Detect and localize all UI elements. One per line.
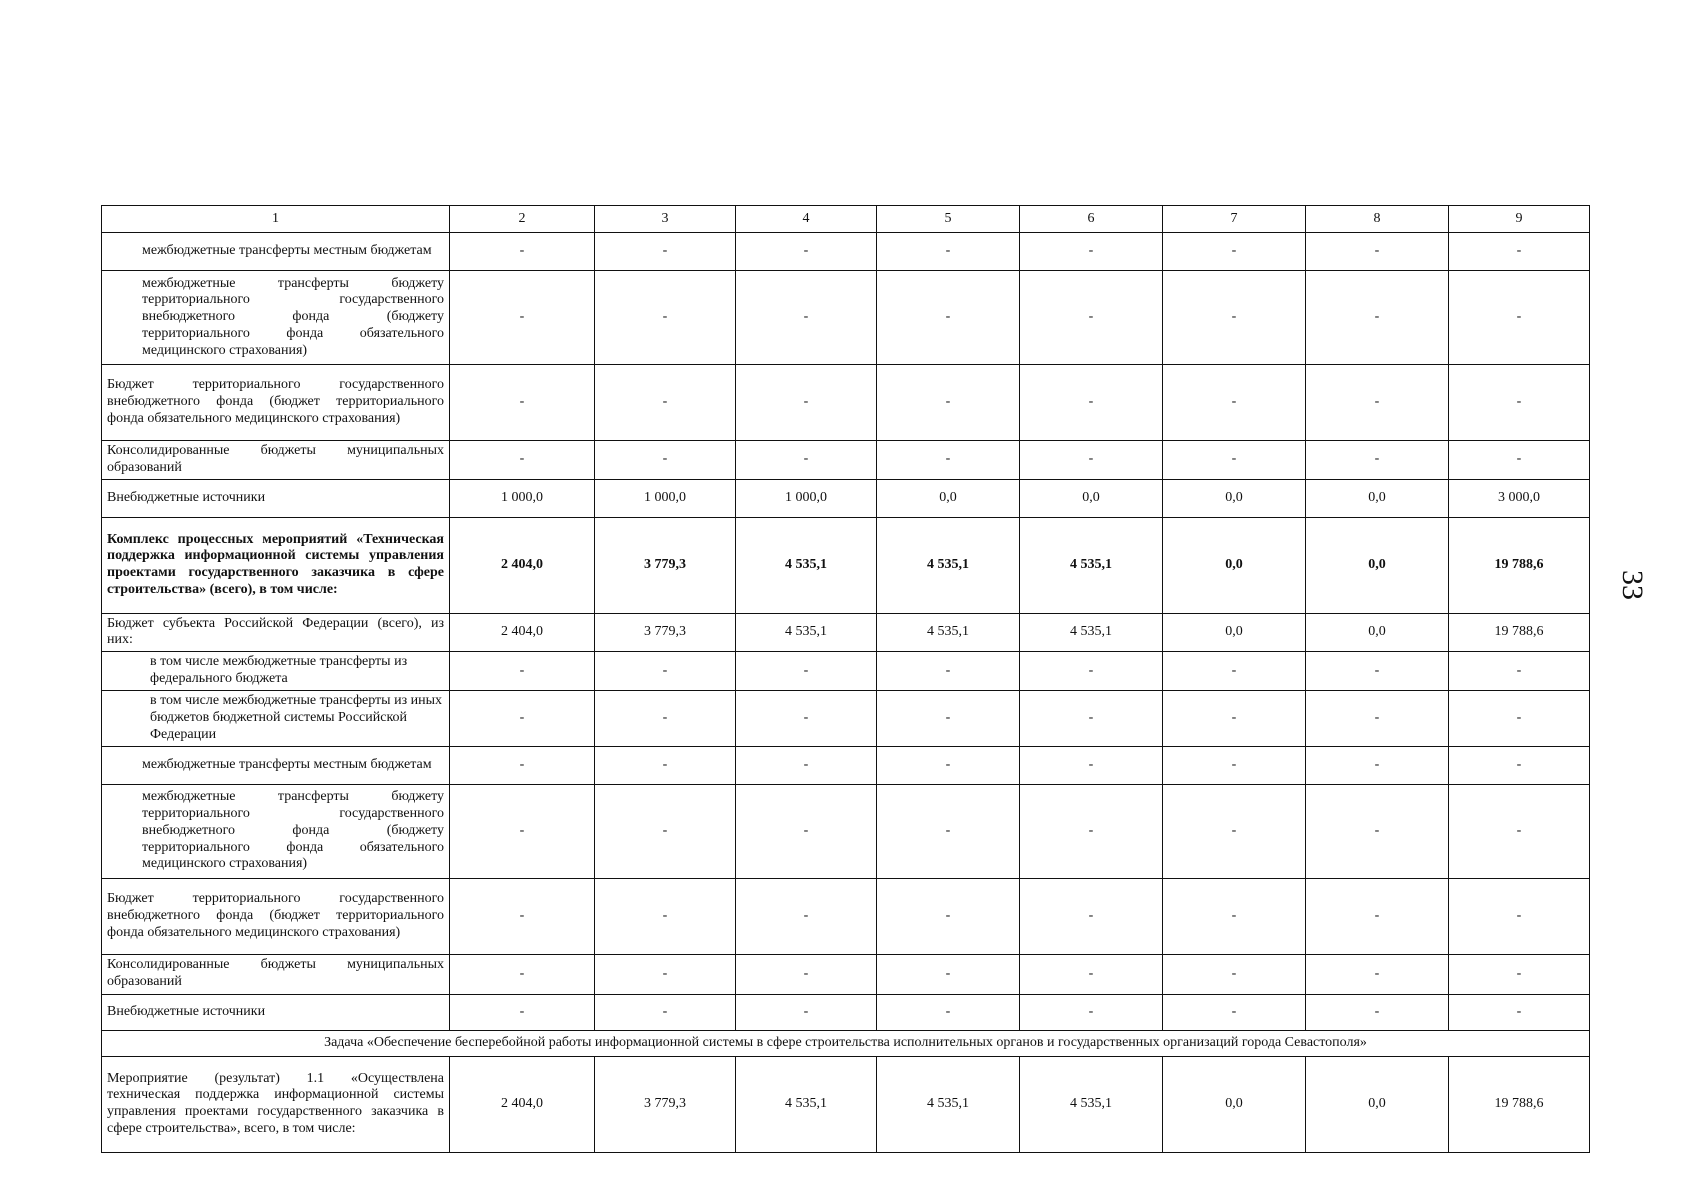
value-cell: 0,0 — [877, 479, 1020, 517]
value-cell: - — [1020, 784, 1163, 878]
row-label: межбюджетные трансферты бюджету территориального государственного внебюджетного фонда (бюджету территориального фонда обязательного медицинского страхования) — [102, 784, 450, 878]
value-cell: - — [736, 994, 877, 1030]
row-label: Бюджет территориального государственного внебюджетного фонда (бюджет территориального фонда обязательного медицинского страхования) — [102, 365, 450, 441]
value-cell: - — [595, 954, 736, 994]
value-cell: - — [1163, 954, 1306, 994]
col-header: 9 — [1449, 206, 1590, 233]
value-cell: 3 779,3 — [595, 1056, 736, 1152]
value-cell: 4 535,1 — [736, 517, 877, 613]
value-cell: - — [450, 271, 595, 365]
value-cell: - — [1306, 365, 1449, 441]
header-row — [102, 206, 1590, 233]
value-cell: - — [1449, 233, 1590, 271]
value-cell: - — [877, 784, 1020, 878]
table-row — [102, 517, 1590, 613]
value-cell: - — [736, 365, 877, 441]
task-title: Задача «Обеспечение бесперебойной работы информационной системы в сфере строительства исполнительных органов и государственных организаций города Севастополя» — [102, 1030, 1590, 1056]
value-cell: - — [1306, 994, 1449, 1030]
value-cell: - — [736, 690, 877, 746]
col-header: 8 — [1306, 206, 1449, 233]
table-row — [102, 746, 1590, 784]
value-cell: - — [736, 784, 877, 878]
value-cell: 19 788,6 — [1449, 613, 1590, 652]
value-cell: - — [450, 878, 595, 954]
value-cell: - — [1306, 271, 1449, 365]
value-cell: 4 535,1 — [736, 613, 877, 652]
value-cell: 4 535,1 — [1020, 517, 1163, 613]
value-cell: - — [1020, 233, 1163, 271]
value-cell: - — [1306, 233, 1449, 271]
value-cell: - — [595, 878, 736, 954]
value-cell: 19 788,6 — [1449, 517, 1590, 613]
table-row — [102, 365, 1590, 441]
value-cell: - — [1449, 994, 1590, 1030]
value-cell: 2 404,0 — [450, 1056, 595, 1152]
value-cell: 1 000,0 — [736, 479, 877, 517]
value-cell: - — [877, 954, 1020, 994]
value-cell: 0,0 — [1306, 1056, 1449, 1152]
value-cell: - — [450, 746, 595, 784]
col-header: 5 — [877, 206, 1020, 233]
value-cell: - — [1306, 690, 1449, 746]
table-row — [102, 1056, 1590, 1152]
value-cell: 1 000,0 — [595, 479, 736, 517]
value-cell: - — [877, 233, 1020, 271]
value-cell: - — [1449, 954, 1590, 994]
col-header: 6 — [1020, 206, 1163, 233]
row-label: Консолидированные бюджеты муниципальных образований — [102, 441, 450, 480]
value-cell: 1 000,0 — [450, 479, 595, 517]
row-label: в том числе межбюджетные трансферты из иных бюджетов бюджетной системы Российской Федерации — [102, 690, 450, 746]
value-cell: - — [1449, 878, 1590, 954]
value-cell: - — [1449, 365, 1590, 441]
value-cell: - — [595, 233, 736, 271]
value-cell: 19 788,6 — [1449, 1056, 1590, 1152]
value-cell: 0,0 — [1020, 479, 1163, 517]
value-cell: - — [595, 784, 736, 878]
value-cell: - — [595, 365, 736, 441]
col-header: 3 — [595, 206, 736, 233]
row-label: Бюджет субъекта Российской Федерации (всего), из них: — [102, 613, 450, 652]
row-label: межбюджетные трансферты местным бюджетам — [102, 233, 450, 271]
table-row — [102, 613, 1590, 652]
table-row — [102, 994, 1590, 1030]
row-label: в том числе межбюджетные трансферты из федерального бюджета — [102, 652, 450, 691]
table-row — [102, 784, 1590, 878]
value-cell: 4 535,1 — [736, 1056, 877, 1152]
value-cell: 3 000,0 — [1449, 479, 1590, 517]
value-cell: 2 404,0 — [450, 613, 595, 652]
value-cell: - — [736, 746, 877, 784]
value-cell: - — [736, 878, 877, 954]
table-row — [102, 690, 1590, 746]
table-row — [102, 652, 1590, 691]
value-cell: - — [1449, 784, 1590, 878]
value-cell: - — [450, 652, 595, 691]
value-cell: - — [1163, 652, 1306, 691]
value-cell: 0,0 — [1163, 613, 1306, 652]
value-cell: - — [450, 441, 595, 480]
value-cell: - — [1449, 271, 1590, 365]
value-cell: - — [595, 271, 736, 365]
value-cell: - — [877, 878, 1020, 954]
value-cell: - — [736, 441, 877, 480]
table-row — [102, 441, 1590, 480]
value-cell: 0,0 — [1163, 479, 1306, 517]
value-cell: - — [450, 994, 595, 1030]
value-cell: - — [1306, 746, 1449, 784]
value-cell: - — [595, 994, 736, 1030]
value-cell: - — [595, 746, 736, 784]
value-cell: - — [450, 233, 595, 271]
value-cell: 0,0 — [1306, 613, 1449, 652]
value-cell: - — [1163, 878, 1306, 954]
col-header: 2 — [450, 206, 595, 233]
value-cell: - — [595, 690, 736, 746]
value-cell: 4 535,1 — [877, 1056, 1020, 1152]
table-row — [102, 479, 1590, 517]
value-cell: 3 779,3 — [595, 613, 736, 652]
col-header: 1 — [102, 206, 450, 233]
value-cell: - — [1020, 878, 1163, 954]
value-cell: 0,0 — [1306, 479, 1449, 517]
value-cell: - — [1306, 652, 1449, 691]
value-cell: - — [595, 441, 736, 480]
value-cell: - — [736, 652, 877, 691]
value-cell: - — [450, 690, 595, 746]
table-row — [102, 878, 1590, 954]
value-cell: - — [1020, 954, 1163, 994]
value-cell: - — [1449, 746, 1590, 784]
task-row — [102, 1030, 1590, 1056]
row-label: Внебюджетные источники — [102, 994, 450, 1030]
value-cell: 3 779,3 — [595, 517, 736, 613]
row-label: межбюджетные трансферты бюджету территориального государственного внебюджетного фонда (бюджету территориального фонда обязательного медицинского страхования) — [102, 271, 450, 365]
table-row — [102, 271, 1590, 365]
col-header: 7 — [1163, 206, 1306, 233]
value-cell: - — [1163, 994, 1306, 1030]
value-cell: - — [1449, 441, 1590, 480]
value-cell: - — [450, 954, 595, 994]
value-cell: - — [1163, 271, 1306, 365]
value-cell: - — [1306, 441, 1449, 480]
value-cell: - — [1449, 690, 1590, 746]
value-cell: - — [1306, 878, 1449, 954]
value-cell: - — [1020, 994, 1163, 1030]
value-cell: 2 404,0 — [450, 517, 595, 613]
value-cell: - — [1020, 271, 1163, 365]
value-cell: - — [1163, 233, 1306, 271]
value-cell: - — [1020, 365, 1163, 441]
value-cell: - — [1449, 652, 1590, 691]
value-cell: - — [877, 365, 1020, 441]
row-label: Комплекс процессных мероприятий «Техническая поддержка информационной системы управления проектами государственного заказчика в сфере строительства» (всего), в том числе: — [102, 517, 450, 613]
value-cell: - — [877, 271, 1020, 365]
value-cell: - — [736, 233, 877, 271]
value-cell: - — [1020, 746, 1163, 784]
value-cell: - — [1163, 784, 1306, 878]
value-cell: - — [1020, 441, 1163, 480]
value-cell: 4 535,1 — [1020, 613, 1163, 652]
value-cell: - — [1306, 784, 1449, 878]
budget-table — [101, 205, 1590, 1153]
table-row — [102, 233, 1590, 271]
value-cell: - — [450, 784, 595, 878]
row-label: Мероприятие (результат) 1.1 «Осуществлена техническая поддержка информационной системы управления проектами государственного заказчика в сфере строительства», всего, в том числе: — [102, 1056, 450, 1152]
value-cell: - — [877, 690, 1020, 746]
value-cell: - — [877, 746, 1020, 784]
col-header: 4 — [736, 206, 877, 233]
row-label: Бюджет территориального государственного внебюджетного фонда (бюджет территориального фонда обязательного медицинского страхования) — [102, 878, 450, 954]
value-cell: - — [1020, 690, 1163, 746]
value-cell: - — [736, 954, 877, 994]
value-cell: 0,0 — [1163, 1056, 1306, 1152]
value-cell: - — [1163, 746, 1306, 784]
value-cell: - — [877, 652, 1020, 691]
table-row — [102, 954, 1590, 994]
value-cell: - — [877, 441, 1020, 480]
value-cell: 4 535,1 — [877, 613, 1020, 652]
value-cell: 4 535,1 — [877, 517, 1020, 613]
value-cell: - — [1306, 954, 1449, 994]
value-cell: - — [595, 652, 736, 691]
value-cell: - — [1020, 652, 1163, 691]
page-number: 33 — [1616, 570, 1649, 600]
value-cell: - — [736, 271, 877, 365]
value-cell: 0,0 — [1306, 517, 1449, 613]
row-label: межбюджетные трансферты местным бюджетам — [102, 746, 450, 784]
value-cell: - — [1163, 441, 1306, 480]
value-cell: - — [450, 365, 595, 441]
row-label: Внебюджетные источники — [102, 479, 450, 517]
value-cell: - — [1163, 365, 1306, 441]
row-label: Консолидированные бюджеты муниципальных образований — [102, 954, 450, 994]
value-cell: - — [877, 994, 1020, 1030]
value-cell: - — [1163, 690, 1306, 746]
value-cell: 0,0 — [1163, 517, 1306, 613]
value-cell: 4 535,1 — [1020, 1056, 1163, 1152]
